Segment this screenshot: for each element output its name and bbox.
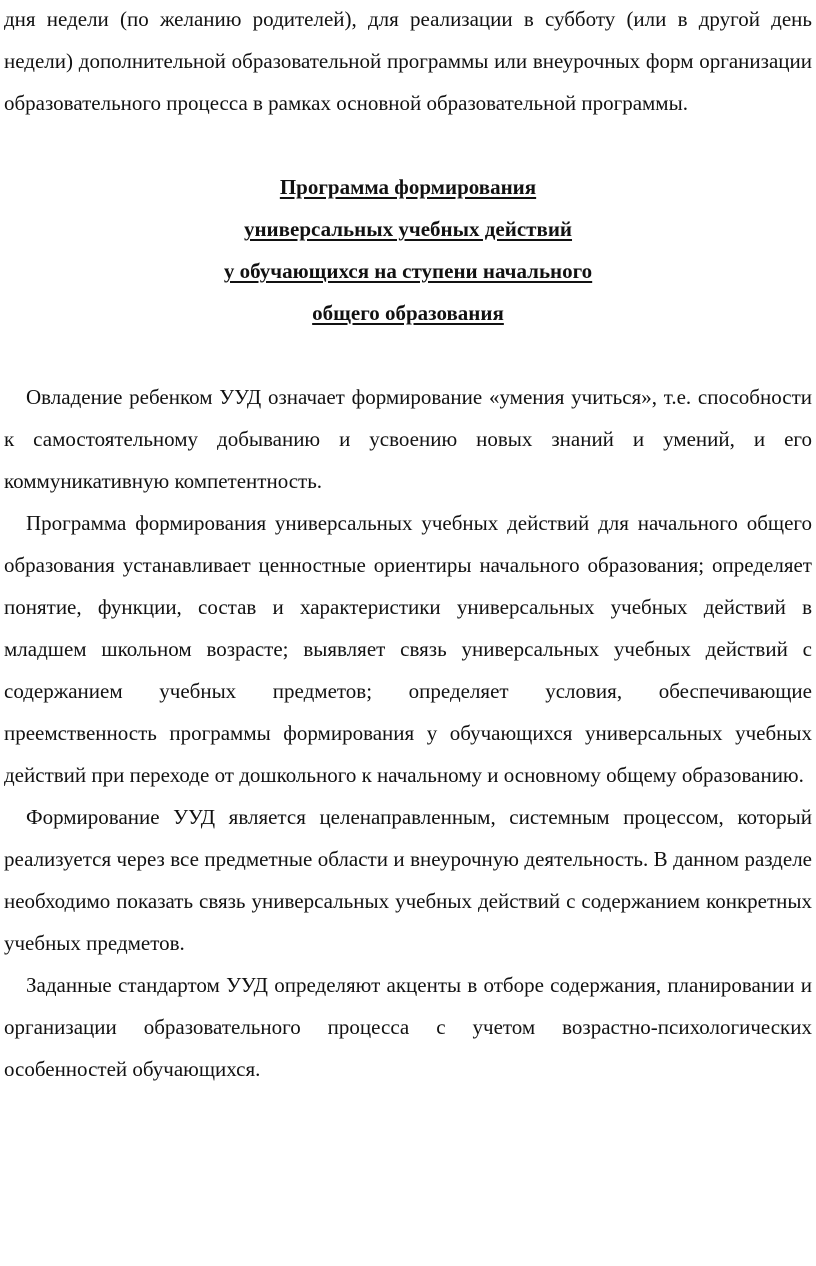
body-paragraph-1: Овладение ребенком УУД означает формирование «умения учиться», т.е. способности к самостоятельному добыванию и усвоению новых знаний и умений, и его коммуникативную компетентность. — [4, 385, 812, 493]
intro-paragraph: дня недели (по желанию родителей), для реализации в субботу (или в другой день недели) дополнительной образовательной программы или внеурочных форм организации образовательного процесса в рамках основной образовательной программы. — [4, 7, 812, 115]
section-heading — [4, 166, 812, 334]
body-paragraph-4: Заданные стандартом УУД определяют акценты в отборе содержания, планировании и организации образовательного процесса с учетом возрастно-психологических особенностей обучающихся. — [4, 973, 812, 1081]
body-paragraph-3: Формирование УУД является целенаправленным, системным процессом, который реализуется через все предметные области и внеурочную деятельность. В данном разделе необходимо показать связь универсальных учебных действий с содержанием конкретных учебных предметов. — [4, 805, 812, 955]
heading-line-3: у обучающихся на ступени начального — [223, 259, 593, 283]
heading-line-2: универсальных учебных действий — [243, 217, 573, 241]
heading-line-1: Программа формирования — [279, 175, 537, 199]
heading-line-4: общего образования — [312, 301, 504, 325]
body-paragraph-2: Программа формирования универсальных учебных действий для начального общего образования устанавливает ценностные ориентиры начального образования; определяет понятие, функции, состав и характеристики универсальных учебных действий в младшем школьном возрасте; выявляет связь универсальных учебных действий с содержанием учебных предметов; определяет условия, обеспечивающие преемственность программы формирования у обучающихся универсальных учебных действий при переходе от дошкольного к начальному и основному общему образованию. — [4, 511, 812, 787]
